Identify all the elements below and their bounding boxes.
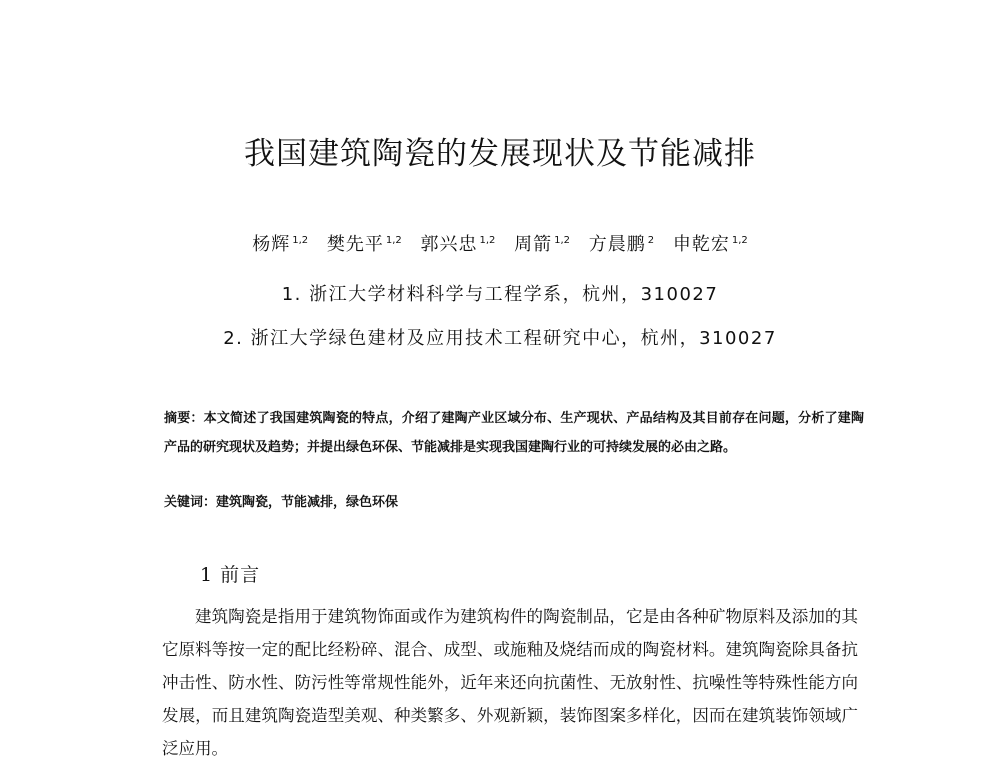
author-name: 郭兴忠 <box>420 234 478 255</box>
author <box>327 234 402 255</box>
author-affiliation-marker: 1,2 <box>479 235 496 246</box>
affiliation-2: 2. 浙江大学绿色建材及应用技术工程研究中心，杭州，310027 <box>223 328 777 349</box>
author-name: 申乾宏 <box>672 234 730 255</box>
paper-title: 我国建筑陶瓷的发展现状及节能减排 <box>244 136 756 172</box>
author-affiliation-marker: 1,2 <box>292 235 309 246</box>
author <box>252 234 308 255</box>
author-name: 杨辉 <box>252 234 291 255</box>
abstract-label: 摘要： <box>164 411 204 426</box>
keywords <box>164 490 864 516</box>
author-affiliation-marker: 1,2 <box>731 235 748 246</box>
author <box>673 234 748 255</box>
author <box>514 234 570 255</box>
abstract-text: 本文简述了我国建筑陶瓷的特点，介绍了建陶产业区域分布、生产现状、产品结构及其目前存在问题，分析了建陶产品的研究现状及趋势；并提出绿色环保、节能减排是实现我国建陶行业的可持续发展的必由之路。 <box>164 411 864 455</box>
author-name: 方晨鹏 <box>588 234 646 255</box>
affiliation-1: 1. 浙江大学材料科学与工程学系，杭州，310027 <box>281 284 719 305</box>
author-name: 周箭 <box>514 234 553 255</box>
author-name: 樊先平 <box>326 234 384 255</box>
author-affiliation-marker: 1,2 <box>385 235 402 246</box>
author <box>589 234 654 255</box>
abstract <box>164 404 864 462</box>
keywords-text: 建筑陶瓷，节能减排，绿色环保 <box>216 495 399 510</box>
author-affiliation-marker: 2 <box>647 235 655 246</box>
section-heading: 1 前言 <box>200 564 261 586</box>
author-list <box>0 230 1000 256</box>
section-body: 建筑陶瓷是指用于建筑物饰面或作为建筑构件的陶瓷制品，它是由各种矿物原料及添加的其它原料等按一定的配比经粉碎、混合、成型、或施釉及烧结而成的陶瓷材料。建筑陶瓷除具备抗冲击性、防水性、防污性等常规性能外，近年来还向抗菌性、无放射性、抗噪性等特殊性能方向发展，而且建筑陶瓷造型美观、种类繁多、外观新颖，装饰图案多样化，因而在建筑装饰领域广泛应用。 <box>162 607 858 758</box>
keywords-label: 关键词： <box>164 495 217 510</box>
author-affiliation-marker: 1,2 <box>554 235 571 246</box>
author <box>420 234 495 255</box>
